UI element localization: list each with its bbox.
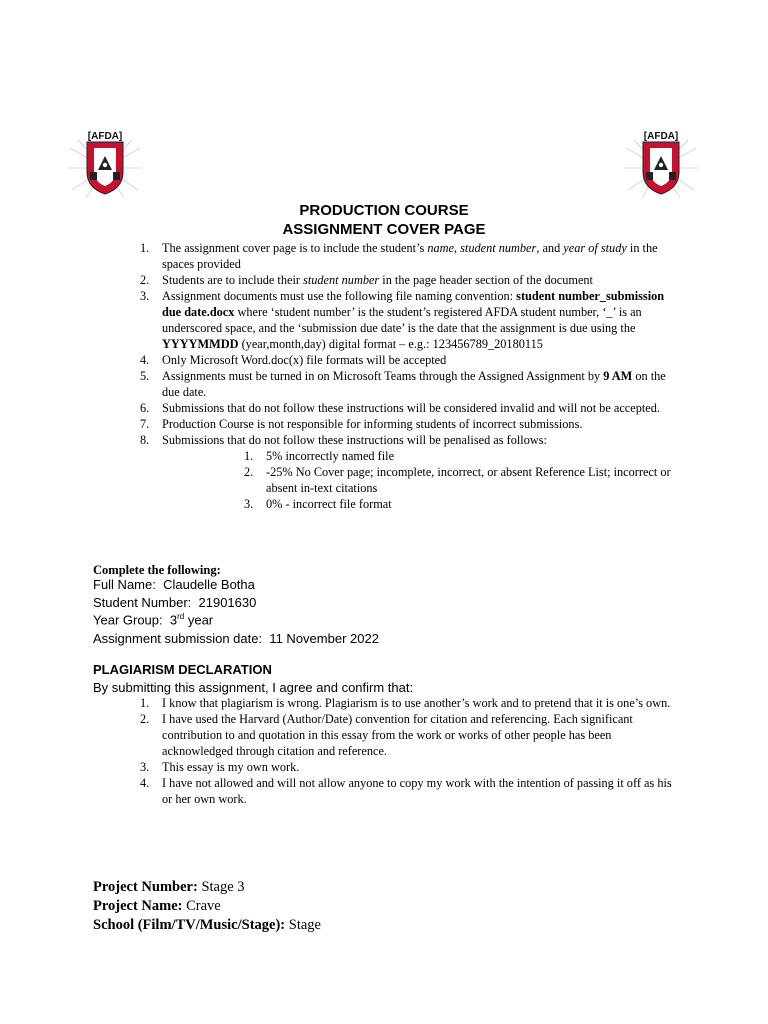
project-name-value: Crave (186, 898, 221, 914)
year-group-label: Year Group: (93, 612, 163, 628)
submission-date-line (93, 631, 379, 646)
instruction-item (134, 400, 674, 416)
list-number: 1. (140, 696, 150, 710)
instruction-text: Assignments must be turned in on Microsoft Teams through the Assigned Assignment by (162, 369, 604, 383)
declaration-item (134, 775, 674, 807)
school-line (93, 917, 321, 934)
instruction-text: student number_submission due date.docx (162, 289, 665, 319)
instructions-list (134, 240, 674, 512)
declaration-item (134, 695, 674, 711)
instruction-text: name (427, 241, 454, 255)
instruction-text: , and (536, 241, 564, 255)
instruction-item (134, 240, 674, 272)
svg-text:[AFDA]: [AFDA] (87, 131, 123, 142)
submission-date-label: Assignment submission date: (93, 631, 263, 646)
instruction-text: YYYYMMDD (162, 337, 239, 351)
penalty-text: 0% - incorrect file format (266, 497, 392, 511)
declaration-text: I have used the Harvard (Author/Date) convention for citation and referencing. Each significant contribution to and quotation in this essay from the work or works of other people has been acknowledged through citation and reference. (162, 712, 633, 758)
svg-text:[AFDA]: [AFDA] (643, 131, 679, 142)
declaration-text: I know that plagiarism is wrong. Plagiarism is to use another’s work and to pretend that it is one’s own. (162, 696, 671, 710)
year-group-word: year (187, 612, 214, 628)
project-number-line (93, 879, 245, 896)
instruction-item (134, 288, 674, 352)
list-number: 3. (244, 497, 254, 511)
school-label: School (Film/TV/Music/Stage): (93, 917, 286, 933)
full-name-line (93, 577, 255, 592)
student-number-value: 21901630 (198, 595, 257, 610)
list-number: 7. (140, 417, 150, 431)
afda-logo-right (624, 128, 698, 200)
list-number: 1. (244, 449, 254, 463)
page-title-course: PRODUCTION COURSE (299, 202, 469, 219)
penalty-text: -25% No Cover page; incomplete, incorrect, or absent Reference List; incorrect or absent in-text citations (266, 465, 671, 495)
instruction-text: Submissions that do not follow these instructions will be considered invalid and will not be accepted. (162, 401, 660, 415)
list-number: 2. (140, 273, 150, 287)
instruction-text: Production Course is not responsible for informing students of incorrect submissions. (162, 417, 583, 431)
student-number-label: Student Number: (93, 595, 192, 610)
list-number: 2. (244, 465, 254, 479)
penalty-item (238, 496, 674, 512)
complete-heading: Complete the following: (93, 563, 221, 577)
page-title-cover: ASSIGNMENT COVER PAGE (282, 221, 486, 238)
instruction-text: , (453, 241, 461, 255)
list-number: 4. (140, 776, 150, 790)
full-name-value: Claudelle Botha (163, 577, 255, 592)
instruction-text: (year,month,day) digital format – e.g.: 123456789_20180115 (238, 337, 543, 351)
instruction-item (134, 352, 674, 368)
instruction-item (134, 272, 674, 288)
list-number: 3. (140, 289, 150, 303)
instruction-text: Only Microsoft Word.doc(x) file formats will be accepted (162, 353, 447, 367)
declaration-text: I have not allowed and will not allow anyone to copy my work with the intention of passing it off as his or her own work. (162, 776, 672, 806)
submission-date-value: 11 November 2022 (269, 631, 379, 646)
instruction-item (134, 416, 674, 432)
full-name-label: Full Name: (93, 577, 156, 592)
penalties-list (162, 448, 674, 512)
student-number-line (93, 595, 256, 610)
instruction-text: in the page header section of the document (379, 273, 593, 287)
list-number: 4. (140, 353, 150, 367)
list-number: 8. (140, 433, 150, 447)
list-number: 6. (140, 401, 150, 415)
plagiarism-list (134, 695, 674, 807)
declaration-item (134, 711, 674, 759)
project-number-label: Project Number: (93, 879, 198, 895)
penalty-item (238, 464, 674, 496)
instruction-text: 9 AM (603, 369, 633, 383)
year-group-line (93, 612, 213, 627)
instruction-text: The assignment cover page is to include the student’s (162, 241, 428, 255)
instruction-text: on the due date. (162, 369, 666, 399)
instruction-text: student number (460, 241, 537, 255)
penalty-item (238, 448, 674, 464)
school-value: Stage (288, 917, 321, 933)
penalty-text: 5% incorrectly named file (266, 449, 395, 463)
year-group-num: 3 (169, 612, 178, 628)
instruction-text: year of study (563, 241, 627, 255)
instruction-item (134, 368, 674, 400)
instruction-text: where ‘student number’ is the student’s registered AFDA student number, ‘_’ is an underscored space, and the ‘submission due date’ is the date that the assignment is due using the (162, 305, 642, 335)
declaration-text: This essay is my own work. (162, 760, 300, 774)
list-number: 3. (140, 760, 150, 774)
list-number: 1. (140, 241, 150, 255)
plagiarism-heading: PLAGIARISM DECLARATION (93, 662, 272, 677)
project-name-label: Project Name: (93, 898, 183, 914)
afda-logo-left (68, 128, 142, 200)
instruction-text: Assignment documents must use the following file naming convention: (162, 289, 517, 303)
list-number: 2. (140, 712, 150, 726)
project-name-line (93, 898, 221, 915)
list-number: 5. (140, 369, 150, 383)
instruction-text: in the spaces provided (162, 241, 658, 271)
project-number-value: Stage 3 (201, 879, 245, 895)
declaration-item (134, 759, 674, 775)
plagiarism-intro: By submitting this assignment, I agree and confirm that: (93, 680, 414, 695)
instruction-text: Students are to include their (162, 273, 304, 287)
instruction-text: student number (303, 273, 380, 287)
instruction-item (134, 432, 674, 512)
year-group-sup: rd (177, 612, 185, 621)
instruction-text: Submissions that do not follow these instructions will be penalised as follows: (162, 433, 547, 447)
